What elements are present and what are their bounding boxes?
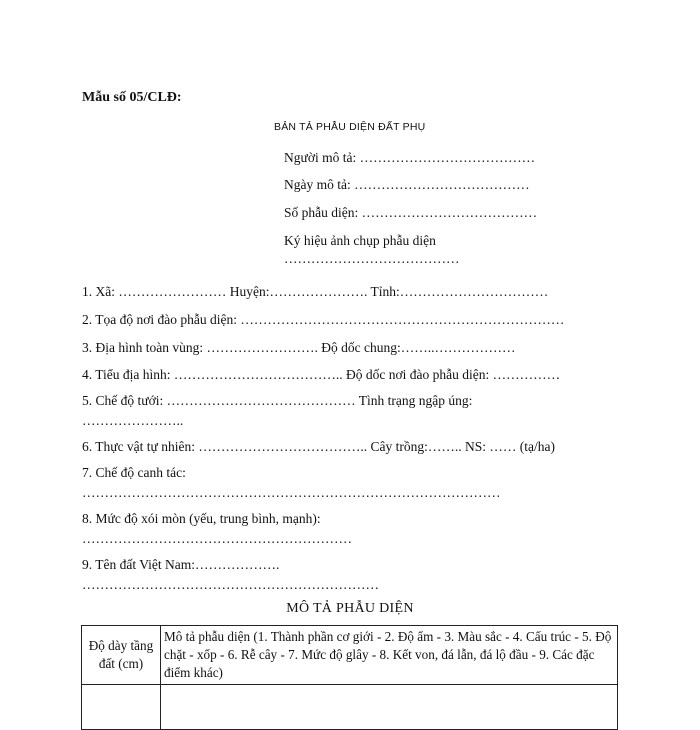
location-row: 1. Xã: …………………… Huyện:…………………. Tỉnh:…………………………… <box>82 284 549 299</box>
table-row <box>82 685 618 730</box>
coordinates-row: 2. Tọa độ nơi đào phẫu diện: ……………………………………………………………… <box>82 312 565 327</box>
description-header: Mô tả phẫu diện (1. Thành phần cơ giới - 2. Độ ẩm - 3. Màu sắc - 4. Cấu trúc - 5. Độ chặt - xốp - 6. Rễ cây - 7. Mức độ glây - 8. Kết von, đá lẫn, đá lộ đầu - 9. Các đặc điểm khác) <box>161 626 618 685</box>
terrain-row: 3. Địa hình toàn vùng: ……………………. Độ dốc chung:……..……………… <box>82 340 516 355</box>
profile-number-field: Số phẫu diện: ………………………………… <box>284 205 538 220</box>
date-field: Ngày mô tả: ………………………………… <box>284 177 530 192</box>
cultivation-row: 7. Chế độ canh tác: <box>82 465 186 480</box>
form-code: Mẫu số 05/CLĐ: <box>82 90 182 105</box>
table-cell <box>82 685 161 730</box>
section-title: MÔ TẢ PHẪU DIỆN <box>286 601 414 616</box>
irrigation-row: 5. Chế độ tưới: …………………………………… Tình trạng ngập úng: <box>82 393 473 408</box>
erosion-row-cont: …………………………………………………… <box>82 531 352 546</box>
photo-code-label: Ký hiệu ảnh chụp phẫu diện <box>284 233 436 248</box>
table-cell <box>161 685 618 730</box>
photo-code-field: ………………………………… <box>284 251 460 266</box>
micro-terrain-row: 4. Tiểu địa hình: ……………………………….. Độ dốc nơi đào phẫu diện: …………… <box>82 367 561 382</box>
erosion-row: 8. Mức độ xói mòn (yếu, trung bình, mạnh): <box>82 511 321 526</box>
describer-field: Người mô tả: ………………………………… <box>284 150 536 165</box>
document-title: BẢN TẢ PHẪU DIỆN ĐẤT PHỤ <box>274 121 426 133</box>
soil-name-row: 9. Tên đất Việt Nam:………………. <box>82 557 280 572</box>
profile-table <box>81 625 618 730</box>
cultivation-row-cont: ………………………………………………………………………………… <box>82 485 501 500</box>
irrigation-row-cont: ………………….. <box>82 413 184 428</box>
table-header-row <box>82 626 618 685</box>
vegetation-row: 6. Thực vật tự nhiên: ……………………………….. Cây trồng:…….. NS: …… (tạ/ha) <box>82 439 555 454</box>
soil-name-row-cont: ………………………………………………………… <box>82 577 379 592</box>
thickness-header: Độ dày tầng đất (cm) <box>82 626 161 685</box>
